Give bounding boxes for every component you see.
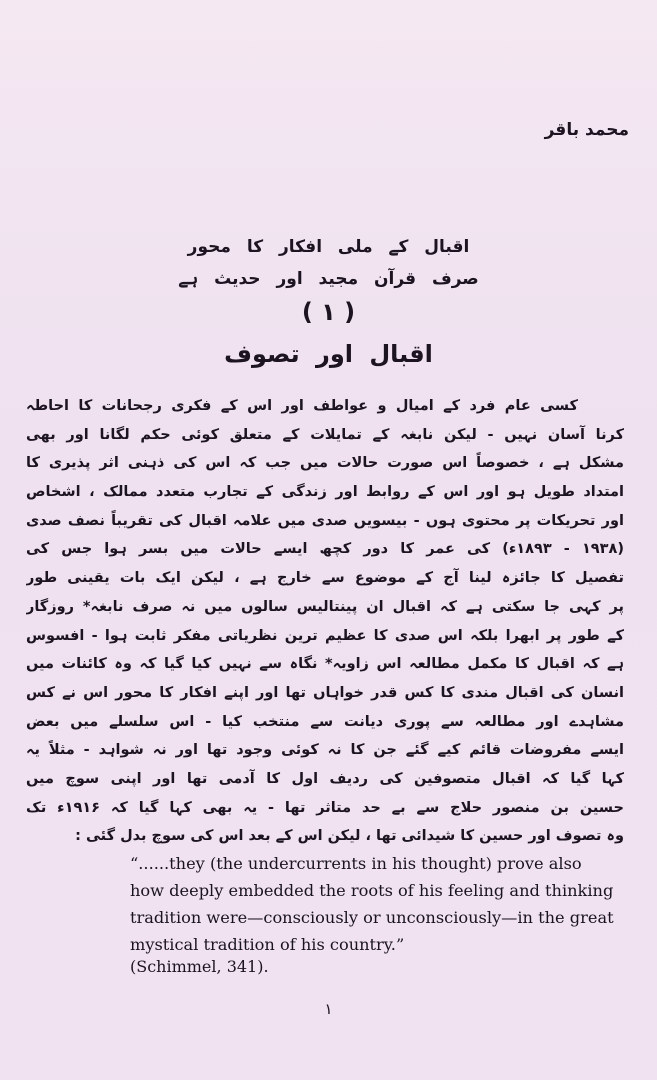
quote-line: “......they (the undercurrents in his thought) prove also — [130, 854, 582, 873]
body-line: پر کہی جا سکتی ہے کہ اقبال ان پینتالیس سالوں میں نہ صرف نابغہ* روزگار — [26, 598, 624, 615]
body-line: کے طور پر ابھرا بلکہ اس صدی کا عظیم ترین نظریاتی مفکر ثابت ہوا - افسوس — [26, 627, 624, 644]
body-line: انسان کی اقبال مندی کا کس قدر خواہاں تھا اور اپنے افکار کا محور اس نے کس — [26, 684, 624, 701]
quote-citation: (Schimmel, 341). — [130, 957, 269, 976]
body-line: حسین بن منصور حلاج سے بے حد متاثر تھا - یہ بھی کہا گیا کہ ۱۹۱۶ء تک — [26, 799, 624, 816]
subtitle-line-2: صرف قرآن مجید اور حدیث ہے — [178, 269, 479, 289]
body-line: امتداد طویل ہو اور اس کے روابط اور زندگی کے تجارب متعدد ممالک ، اشخاص — [26, 484, 624, 501]
section-number: ( ۱ ) — [301, 298, 356, 326]
body-line: ایسے مفروضات قائم کیے گئے جن کا نہ کوئی وجود تھا اور نہ شواہد - مثلاً یہ — [26, 742, 624, 759]
body-line: (۱۹۳۸ - ۱۸۹۳ء) کی عمر کا دور کچھ ایسے حالات میں بسر ہوا جس کی — [26, 541, 624, 558]
body-line: مشاہدے اور مطالعہ سے پوری دیانت سے منتخب کیا - اس سلسلے میں بعض — [26, 713, 624, 730]
body-line: مشکل ہے ، خصوصاً اس صورت حالات میں جب کہ اس کی ذہنی اثر پذیری کا — [26, 455, 624, 472]
body-line: کسی عام فرد کے امیال و عواطف اور اس کے فکری رجحانات کا احاطہ — [26, 398, 578, 414]
body-line: ہے کہ اقبال کا مکمل مطالعہ اس زاویہ* نگاہ سے نہیں کیا گیا کہ وہ کائنات میں — [26, 656, 624, 673]
body-line: اور تحریکات پر محتوی ہوں - بیسویں صدی میں علامہ اقبال کی تقریباً نصف صدی — [26, 512, 624, 529]
chapter-title: اقبال اور تصوف — [224, 340, 433, 368]
body-line: کہا گیا کہ اقبال متصوفین کی ردیف اول کا آدمی تھا اور اپنی سوچ میں — [26, 770, 624, 787]
body-line: وہ تصوف اور حسین کا شیدائی تھا ، لیکن اس کے بعد اس کی سوچ بدل گئی : — [75, 828, 624, 845]
quote-line: tradition were—consciously or unconsciously—in the great — [130, 908, 614, 927]
body-line: کرنا آسان نہیں - لیکن نابغہ کے تمایلات کے متعلق کوئی حکم لگانا اور بھی — [26, 426, 624, 443]
subtitle-line-1: اقبال کے ملی افکار کا محور — [187, 237, 470, 257]
quote-line: how deeply embedded the roots of his feeling and thinking — [130, 881, 614, 900]
page-number: ۱ — [324, 1000, 333, 1018]
body-text — [26, 392, 624, 851]
block-quote — [130, 850, 614, 958]
author-name: محمد باقر — [544, 120, 629, 140]
body-line: تفصیل کا جائزہ لینا آج کے موضوع سے خارج ہے ، لیکن ایک بات یقینی طور — [26, 570, 624, 587]
quote-line: mystical tradition of his country.” — [130, 935, 405, 954]
